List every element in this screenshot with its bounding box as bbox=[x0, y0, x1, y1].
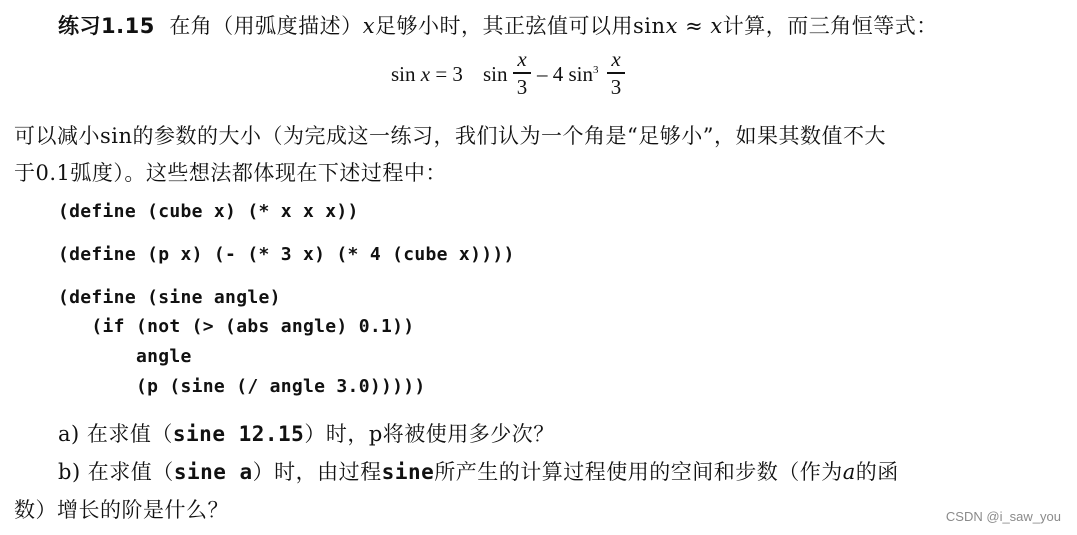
question-a-suffix: ）时，p将被使用多少次？ bbox=[304, 422, 555, 446]
question-b-line-2: 数）增长的阶是什么？ bbox=[14, 498, 229, 522]
intro-text-c: 计算，而三角恒等式： bbox=[722, 14, 938, 38]
fraction-2-bar bbox=[607, 72, 625, 74]
fraction-1-denominator: 3 bbox=[516, 74, 528, 99]
exercise-label: 练习1.15 bbox=[58, 14, 155, 38]
question-a-code: sine 12.15 bbox=[172, 422, 305, 446]
question-b-code-2: sine bbox=[381, 460, 435, 484]
question-a bbox=[58, 418, 555, 448]
question-b-code: sine a bbox=[173, 460, 253, 484]
approx-sin: sin bbox=[633, 14, 666, 38]
formula-cube-exponent: 3 bbox=[593, 64, 599, 76]
formula-sin1: sin bbox=[483, 62, 508, 86]
csdn-watermark: CSDN @i_saw_you bbox=[945, 509, 1061, 524]
paragraph-line-1: 可以减小sin的参数的大小（为完成这一练习，我们认为一个角是“足够小”，如果其数值不大 bbox=[14, 124, 886, 148]
code-line-6: (p (sine (/ angle 3.0))))) bbox=[58, 376, 426, 397]
code-line-5: angle bbox=[58, 346, 192, 367]
question-b-var: a bbox=[842, 460, 856, 484]
fraction-2 bbox=[607, 48, 625, 98]
fraction-2-numerator: x bbox=[611, 47, 621, 71]
intro-text-b: 足够小时，其正弦值可以用 bbox=[375, 14, 634, 38]
formula-lhs: sin bbox=[391, 62, 416, 86]
approx-x2: x bbox=[710, 14, 723, 38]
code-line-4: (if (not (> (abs angle) 0.1)) bbox=[58, 316, 415, 337]
approx-symbol: ≈ bbox=[677, 14, 711, 38]
fraction-1 bbox=[513, 48, 531, 98]
question-a-prefix: a) 在求值（ bbox=[58, 422, 173, 446]
approx-x: x bbox=[665, 14, 678, 38]
code-line-2: (define (p x) (- (* 3 x) (* 4 (cube x)))) bbox=[58, 244, 515, 265]
formula-eq: = 3 bbox=[430, 62, 463, 86]
fraction-1-numerator: x bbox=[517, 47, 527, 71]
exercise-intro bbox=[58, 10, 938, 40]
intro-var-x: x bbox=[362, 14, 376, 38]
code-line-1: (define (cube x) (* x x x)) bbox=[58, 201, 359, 222]
fraction-1-bar bbox=[513, 72, 531, 74]
question-b bbox=[58, 456, 899, 486]
paragraph-line-2: 于0.1弧度）。这些想法都体现在下述过程中： bbox=[14, 161, 447, 185]
question-b-prefix: b) 在求值（ bbox=[58, 460, 174, 484]
question-b-end: 的函 bbox=[855, 460, 899, 484]
formula-lhs-var: x bbox=[420, 62, 431, 86]
question-b-middle: ）时，由过程 bbox=[252, 460, 382, 484]
fraction-2-denominator: 3 bbox=[610, 74, 622, 99]
code-line-3: (define (sine angle) bbox=[58, 287, 281, 308]
formula-minus: – 4 sin bbox=[537, 62, 594, 86]
intro-text-a: 在角（用弧度描述） bbox=[169, 14, 363, 38]
question-b-post: 所产生的计算过程使用的空间和步数（作为 bbox=[434, 460, 843, 484]
